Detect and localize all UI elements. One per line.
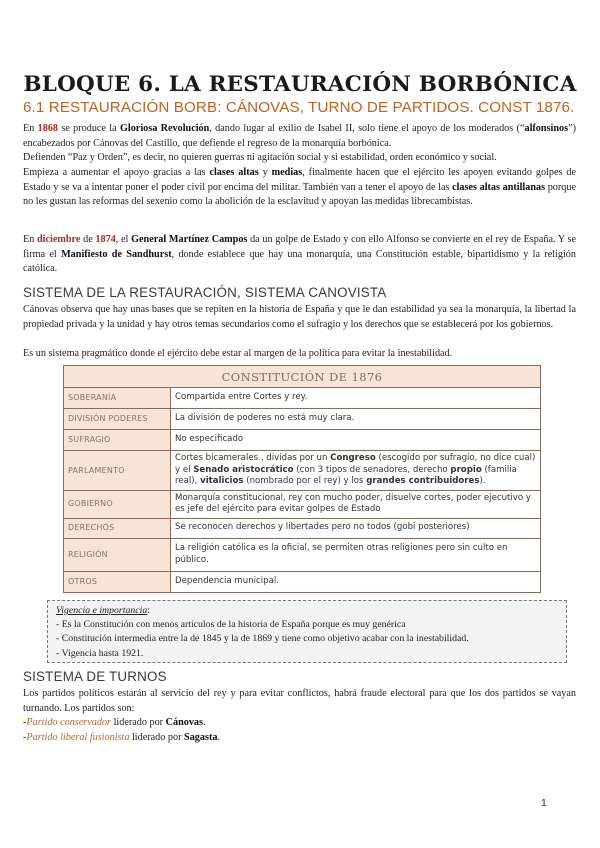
text: liderado por: [111, 717, 166, 728]
row-label: OTROS: [64, 571, 171, 592]
section-subtitle: 6.1 RESTAURACIÓN BORB: CÁNOVAS, TURNO DE PARTIDOS. CONST 1876.: [23, 99, 575, 116]
propio: propio: [450, 464, 482, 475]
row-value: [171, 451, 541, 491]
vigencia-box: [47, 600, 567, 663]
section-heading-sistema: SISTEMA DE LA RESTAURACIÓN, SISTEMA CANOVISTA: [23, 285, 387, 300]
party-name: Partido conservador: [26, 717, 112, 728]
general-martinez-campos: General Martínez Campos: [131, 234, 248, 245]
text: , donde establece que hay una monarquía, una Constitución estable, bipartidismo y la religión católica.: [23, 248, 576, 275]
row-label: SOBERANÍA: [64, 388, 171, 409]
text: ).: [479, 476, 486, 486]
vigencia-title-line: [56, 604, 558, 618]
month-diciembre: diciembre: [37, 234, 81, 245]
text: porque no les gustan las reformas del sexenio como la abolición de la esclavitud y apoyan las medidas librecambistas.: [23, 181, 577, 208]
text: , el: [115, 234, 132, 245]
table-row: [64, 538, 541, 571]
text: liderado por: [129, 732, 185, 743]
row-label: RELIGIÓN: [64, 538, 171, 571]
year-1874: 1874: [95, 234, 116, 245]
constitution-table: [63, 365, 541, 593]
intro-paragraph-1: [23, 122, 576, 151]
text: En: [23, 234, 38, 245]
row-value: La división de poderes no está muy clara.: [171, 409, 541, 430]
party-conservador: [23, 716, 576, 731]
intro-paragraph-4: [23, 233, 576, 277]
text: -: [23, 732, 27, 743]
text: (escogido por sufragio, no dice cual) y el: [175, 453, 536, 475]
table-row: [64, 388, 541, 409]
row-label: DIVISIÓN PODERES: [64, 409, 171, 430]
row-label: DERECHOS: [64, 518, 171, 538]
text: .: [217, 732, 220, 743]
row-value: No especificado: [171, 430, 541, 451]
party-leader: Cánovas: [165, 717, 203, 728]
row-value: Compartida entre Cortes y rey.: [171, 388, 541, 409]
table-row: [64, 451, 541, 491]
section-heading-turnos: SISTEMA DE TURNOS: [23, 669, 167, 684]
row-label: GOBIERNO: [64, 490, 171, 518]
text: (nombrado por el rey) y los: [243, 476, 367, 486]
vigencia-item: - Es la Constitución con menos artículos de la historia de España porque es muy genérica: [56, 619, 406, 631]
text: se produce la: [58, 123, 120, 134]
text: da un golpe de Estado y con ello Alfonso se convierte en el rey de España. Y se firma el: [23, 234, 577, 260]
row-label: SUFRAGIO: [64, 430, 171, 451]
text: Cortes bicamerales , dividas por un: [175, 453, 331, 463]
congreso: Congreso: [330, 453, 376, 463]
text: y: [258, 167, 272, 178]
vigencia-item: - Vigencia hasta 1921.: [56, 647, 144, 659]
gloriosa-revolucion: Gloriosa Revolución: [119, 123, 210, 134]
vigencia-item: - Constitución intermedia entre la de 1845 y la de 1869 y tiene como objetivo acabar con la inestabilidad.: [56, 633, 469, 645]
party-liberal: [23, 731, 576, 746]
party-name: Partido liberal fusionista: [26, 732, 130, 743]
sistema-paragraph-2: Es un sistema pragmático donde el ejército debe estar al margen de la política para evitar la inestabilidad.: [23, 348, 453, 359]
year-1868: 1868: [37, 123, 59, 134]
text: Empieza a aumentar el apoyo gracias a las: [23, 167, 210, 178]
table-row: [64, 490, 541, 518]
text: En: [23, 123, 38, 134]
manifiesto-sandhurst: Manifiesto de Sandhurst: [61, 248, 172, 260]
row-value: Monarquía constitucional, rey con mucho poder, disuelve cortes, poder ejecutivo y es jefe del ejército para evitar golpes de Estado: [171, 490, 541, 518]
intro-paragraph-3: [23, 166, 576, 210]
text: .: [203, 717, 206, 728]
page-number: 1: [541, 797, 547, 809]
row-label: PARLAMENTO: [64, 451, 171, 491]
text: ”) encabezados por Cánovas del Castillo, que defiende el regreso de la monarquía borbónica.: [23, 123, 576, 149]
text: (con 3 tipos de senadores, derecho: [293, 464, 451, 475]
table-row: [64, 518, 541, 538]
text: , finalmente hacen que el ejército les apoyen evitando golpes de Estado y se va a intentar poner el poder civil por encima del militar. También van a tener el apoyo de las: [23, 167, 577, 193]
party-leader: Sagasta: [184, 732, 218, 743]
table-row: [64, 409, 541, 430]
clases-altas: clases altas: [209, 167, 259, 178]
row-value: Dependencia municipal.: [171, 571, 541, 592]
text: (familia real),: [175, 464, 517, 486]
intro-paragraph-2: Defienden “Paz y Orden”, es decir, no quieren guerras ni agitación social y si estabilidad, orden económico y social.: [23, 152, 497, 163]
table-header: CONSTITUCIÓN DE 1876: [64, 366, 541, 388]
text: -: [23, 717, 27, 728]
vitalicios: vitalicios: [200, 476, 244, 486]
medias: medias: [271, 167, 303, 178]
text: , dando lugar al exilio de Isabel II, solo tiene el apoyo de los moderados (“: [209, 123, 525, 134]
vigencia-title: Vigencia e importancia: [56, 605, 148, 616]
row-value: La religión católica es la oficial, se permiten otras religiones pero sin culto en público.: [171, 538, 541, 571]
senado-aristocratico: Senado aristocrático: [193, 464, 294, 475]
table-row: [64, 571, 541, 592]
turnos-paragraph: Los partidos políticos estarán al servicio del rey y para evitar conflictos, habrá fraude electoral para que los dos partidos se vayan turnando. Los partidos son:: [23, 688, 576, 714]
page-title: BLOQUE 6. LA RESTAURACIÓN BORBÓNICA: [23, 72, 577, 97]
table-row: [64, 430, 541, 451]
text: :: [147, 605, 150, 616]
grandes-contribuidores: grandes contribuidores: [366, 476, 480, 486]
row-value: Se reconocen derechos y libertades pero no todos (gobi posteriores): [171, 518, 541, 538]
text: de: [80, 234, 96, 245]
sistema-paragraph-1: Cánovas observa que hay unas bases que se repiten en la historia de España y que le dan estabilidad ya sea la monarquía, la libertad la propiedad privada y la unidad y hay otros temas secundarios como el sufragio y los derechos que se establecerá por los gobiernos.: [23, 304, 576, 330]
clases-altas-antillanas: clases altas antillanas: [452, 181, 546, 193]
alfonsinos: alfonsinos: [524, 123, 569, 134]
